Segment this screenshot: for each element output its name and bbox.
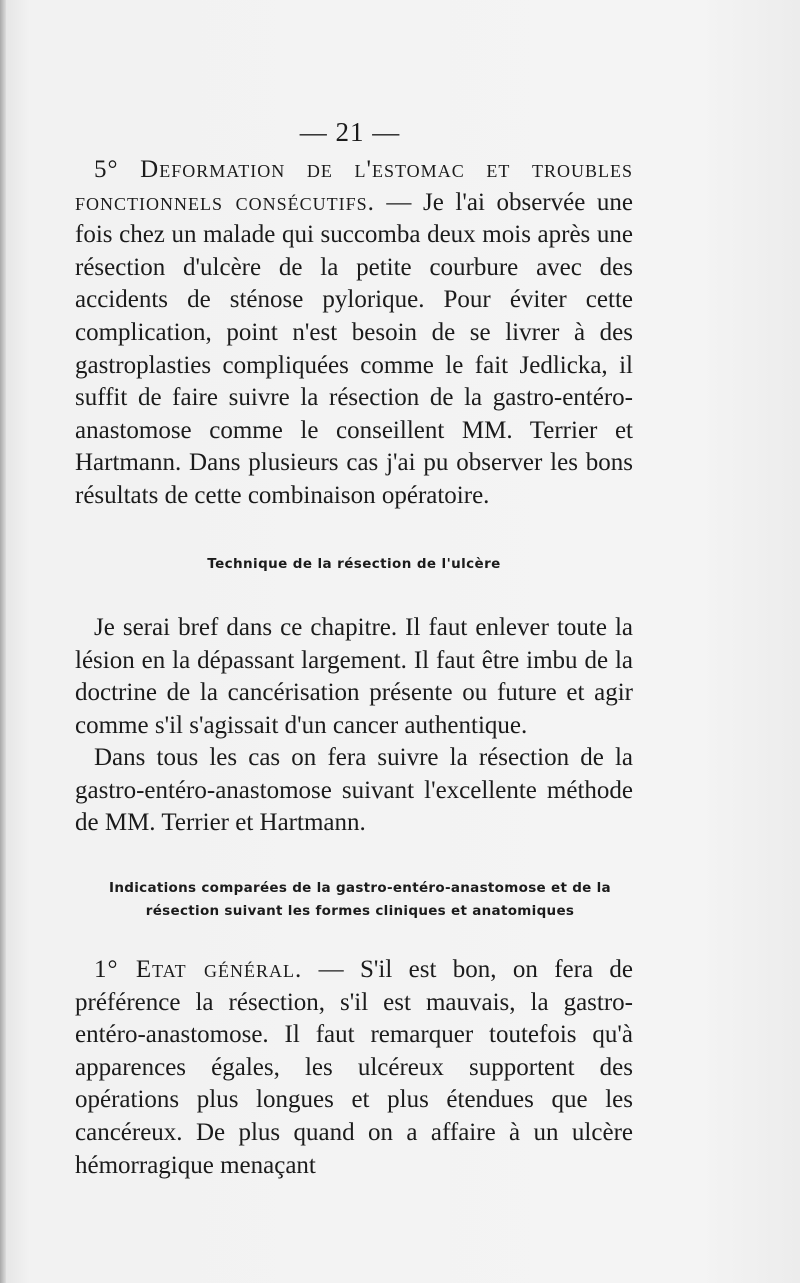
section-heading-technique: Technique de la résection de l'ulcère — [207, 556, 501, 572]
page-number: — 21 — — [299, 117, 401, 147]
paragraph-lead-etat-general: 1° Etat général. — [94, 956, 303, 983]
paragraph-body-etat-general: — S'il est bon, on fera de préférence la résection, s'il est mauvais, la gastro-entéro-anastomose. Il faut remarquer toutefois qu'à apparences égales, les ulcéreux supportent des opérations plus longues et plus étendues que les cancéreux. De plus quand on a affaire à un ulcère hémorragique menaçant — [75, 956, 633, 1179]
section-heading-indications: Indications comparées de la gastro-entéro-anastomose et de la résection suivant les formes cliniques et anatomiques — [109, 880, 611, 919]
paragraph-gastro-enterostomy: Dans tous les cas on fera suivre la résection de la gastro-entéro-anastomose suivant l'excellente méthode de MM. Terrier et Hartmann. — [75, 744, 633, 837]
paragraph-lead-deformation: 5° Deformation de l'estomac et troubles fonctionnels consécutifs. — [75, 156, 633, 216]
page-gutter-shadow — [0, 0, 6, 1283]
paragraph-deformation — [75, 154, 633, 513]
paragraph-body-deformation: — Je l'ai observée une fois chez un malade qui succomba deux mois après une résection d'ulcère de la petite courbure avec des accidents de sténose pylorique. Pour éviter cette complication, point n'est besoin de se livrer à des gastroplasties compliquées comme le fait Jedlicka, il suffit de faire suivre la résection de la gastro-entéro-anastomose comme le conseillent MM. Terrier et Hartmann. Dans plusieurs cas j'ai pu observer les bons résultats de cette combinaison opératoire. — [75, 188, 633, 509]
paragraph-etat-general — [75, 954, 633, 1182]
paragraph-technique: Je serai bref dans ce chapitre. Il faut enlever toute la lésion en la dépassant largement. Il faut être imbu de la doctrine de la cancérisation présente ou future et agir comme s'il s'agissait d'un cancer authentique. — [75, 614, 633, 739]
